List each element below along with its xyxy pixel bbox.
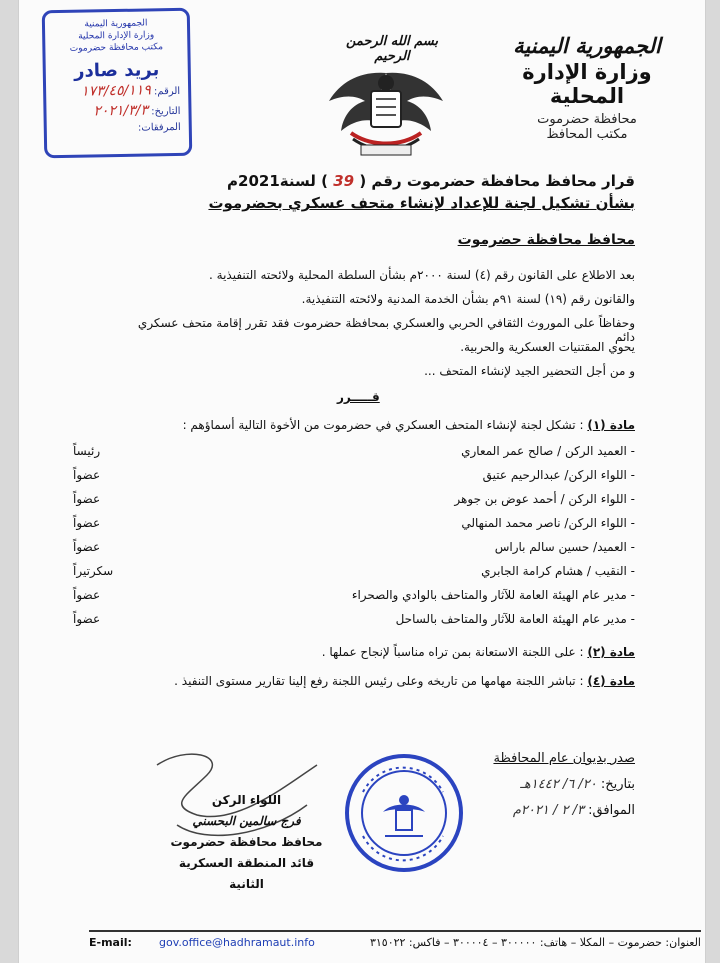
- hijri-date-value: ٢٠/ ٦/ ١٤٤٢هـ: [520, 777, 597, 792]
- article-1-text: : تشكل لجنة لإنشاء المتحف العسكري في حضرموت من الأخوة التالية أسماؤهم :: [182, 418, 584, 432]
- member-name: - اللواء الركن/ ناصر محمد المنهالي: [461, 516, 635, 530]
- article-4: [75, 674, 635, 688]
- outgoing-mail-stamp: [42, 8, 193, 159]
- official-round-seal-icon: [343, 752, 465, 874]
- ministry-header: [487, 34, 687, 142]
- member-row: [65, 588, 635, 612]
- gregorian-date-label: الموافق:: [588, 803, 635, 818]
- member-row: [65, 540, 635, 564]
- decision-title-line1: [165, 170, 635, 192]
- member-row: [65, 564, 635, 588]
- stamp-date-row: [46, 100, 188, 122]
- stamp-ref-row: [46, 80, 188, 102]
- title-part-b: ) لسنة2021م: [227, 172, 328, 190]
- article-2-text: : على اللجنة الاستعانة بمن تراه مناسباً لإنجاح عملها .: [321, 645, 584, 659]
- signer-block: [164, 790, 329, 895]
- hijri-date-row: [493, 772, 635, 798]
- member-role: عضواً: [73, 540, 101, 554]
- stamp-ref-value: ١٧٣/٤٥/١١٩: [81, 82, 151, 100]
- stamp-date-value: ٢٠٢١/٣/٣: [93, 102, 149, 120]
- member-role: عضواً: [73, 612, 101, 626]
- member-row: [65, 444, 635, 468]
- yemen-eagle-emblem-icon: [321, 52, 451, 170]
- email-link[interactable]: gov.office@hadhramaut.info: [159, 936, 315, 949]
- member-name: - مدير عام الهيئة العامة للآثار والمتاحف بالوادي والصحراء: [351, 588, 635, 602]
- member-row: [65, 516, 635, 540]
- issued-line: صدر بديوان عام المحافظة: [493, 751, 635, 766]
- member-name: - العميد الركن / صالح عمر المعاري: [461, 444, 635, 458]
- signer-title1: محافظ محافظة حضرموت: [170, 835, 323, 849]
- stamp-line2: وزارة الإدارة المحلية: [78, 30, 155, 42]
- stamp-attach-row: [47, 120, 189, 137]
- footer-address: العنوان: حضرموت – المكلا – هاتف: ٣٠٠٠٠٠ – ٣٠٠٠٠٤ – فاكس: ٣١٥٠٢٢: [369, 936, 701, 949]
- stamp-ref-label: الرقم:: [153, 85, 181, 98]
- hijri-date-label: بتاريخ:: [600, 777, 635, 792]
- article-2-label: مادة (٢): [587, 645, 635, 659]
- article-1: [75, 418, 635, 432]
- signer-title2: قائد المنطقة العسكرية الثانية: [178, 856, 315, 891]
- preamble-line: يحوي المقتنيات العسكرية والحربية.: [460, 340, 635, 354]
- member-row: [65, 612, 635, 636]
- member-role: عضواً: [73, 588, 101, 602]
- article-4-text: : تباشر اللجنة مهامها من تاريخه وعلى رئيس اللجنة رفع إلينا تقارير مستوى التنفيذ .: [174, 674, 584, 688]
- member-role: عضواً: [73, 468, 101, 482]
- member-name: - العميد/ حسين سالم باراس: [494, 540, 635, 554]
- footer: [89, 930, 701, 949]
- signer-rank: اللواء الركن: [211, 793, 282, 807]
- article-4-label: مادة (٤): [587, 674, 635, 688]
- decided-heading: قـــــرر: [337, 390, 380, 404]
- member-role: رئيساً: [73, 444, 101, 458]
- header-governorate: محافظة حضرموت: [537, 112, 637, 127]
- stamp-line3: مكتب محافظة حضرموت: [69, 42, 164, 54]
- article-1-label: مادة (١): [587, 418, 635, 432]
- member-row: [65, 468, 635, 492]
- header-ministry: وزارة الإدارة المحلية: [522, 60, 652, 108]
- signer-name: فرج سالمين البحسني: [192, 814, 301, 828]
- governor-heading: محافظ محافظة حضرموت: [457, 232, 635, 248]
- document-page: [18, 0, 706, 963]
- decision-number: 39: [333, 172, 355, 190]
- stamp-line1: الجمهورية اليمنية: [84, 18, 148, 30]
- decision-title-line2: بشأن تشكيل لجنة للإعداد لإنشاء متحف عسكري بحضرموت: [208, 194, 635, 212]
- article-2: [75, 645, 635, 659]
- committee-members: [65, 444, 635, 636]
- gregorian-date-row: [493, 798, 635, 824]
- member-name: - اللواء الركن / أحمد عوض بن جوهر: [454, 492, 635, 506]
- header-office: مكتب المحافظ: [546, 127, 628, 142]
- member-role: عضواً: [73, 492, 101, 506]
- gregorian-date-value: ٣/ ٢ / ٢٠٢١م: [512, 803, 584, 818]
- title-part-a: قرار محافظ محافظة حضرموت رقم (: [359, 172, 635, 190]
- decision-title: [165, 170, 635, 214]
- member-name: - اللواء الركن/ عبدالرحيم عتيق: [482, 468, 635, 482]
- basmala: بسم الله الرحمن الرحيم: [346, 34, 438, 64]
- stamp-date-label: التاريخ:: [151, 105, 181, 118]
- stamp-attach-label: المرفقات:: [137, 121, 181, 134]
- member-row: [65, 492, 635, 516]
- header-republic: الجمهورية اليمنية: [513, 34, 661, 58]
- issued-block: [493, 746, 635, 824]
- member-name: - مدير عام الهيئة العامة للآثار والمتاحف بالساحل: [395, 612, 635, 626]
- preamble-line: بعد الاطلاع على القانون رقم (٤) لسنة ٢٠٠٠م بشأن السلطة المحلية ولائحته التنفيذية .: [209, 268, 635, 282]
- member-role: سكرتيراً: [73, 564, 114, 578]
- email-label: E-mail:: [89, 936, 132, 949]
- member-role: عضواً: [73, 516, 101, 530]
- preamble-line: و من أجل التحضير الجيد لإنشاء المتحف ...: [424, 364, 635, 378]
- preamble-line: وحفاظاً على الموروث الثقافي الحربي والعسكري بمحافظة حضرموت فقد تقرر إقامة متحف عسكري دائم: [137, 316, 635, 344]
- stamp-title: بريد صادر: [74, 59, 160, 82]
- preamble-line: والقانون رقم (١٩) لسنة ٩١م بشأن الخدمة المدنية ولائحته التنفيذية.: [301, 292, 635, 306]
- member-name: - النقيب / هشام كرامة الجابري: [481, 564, 635, 578]
